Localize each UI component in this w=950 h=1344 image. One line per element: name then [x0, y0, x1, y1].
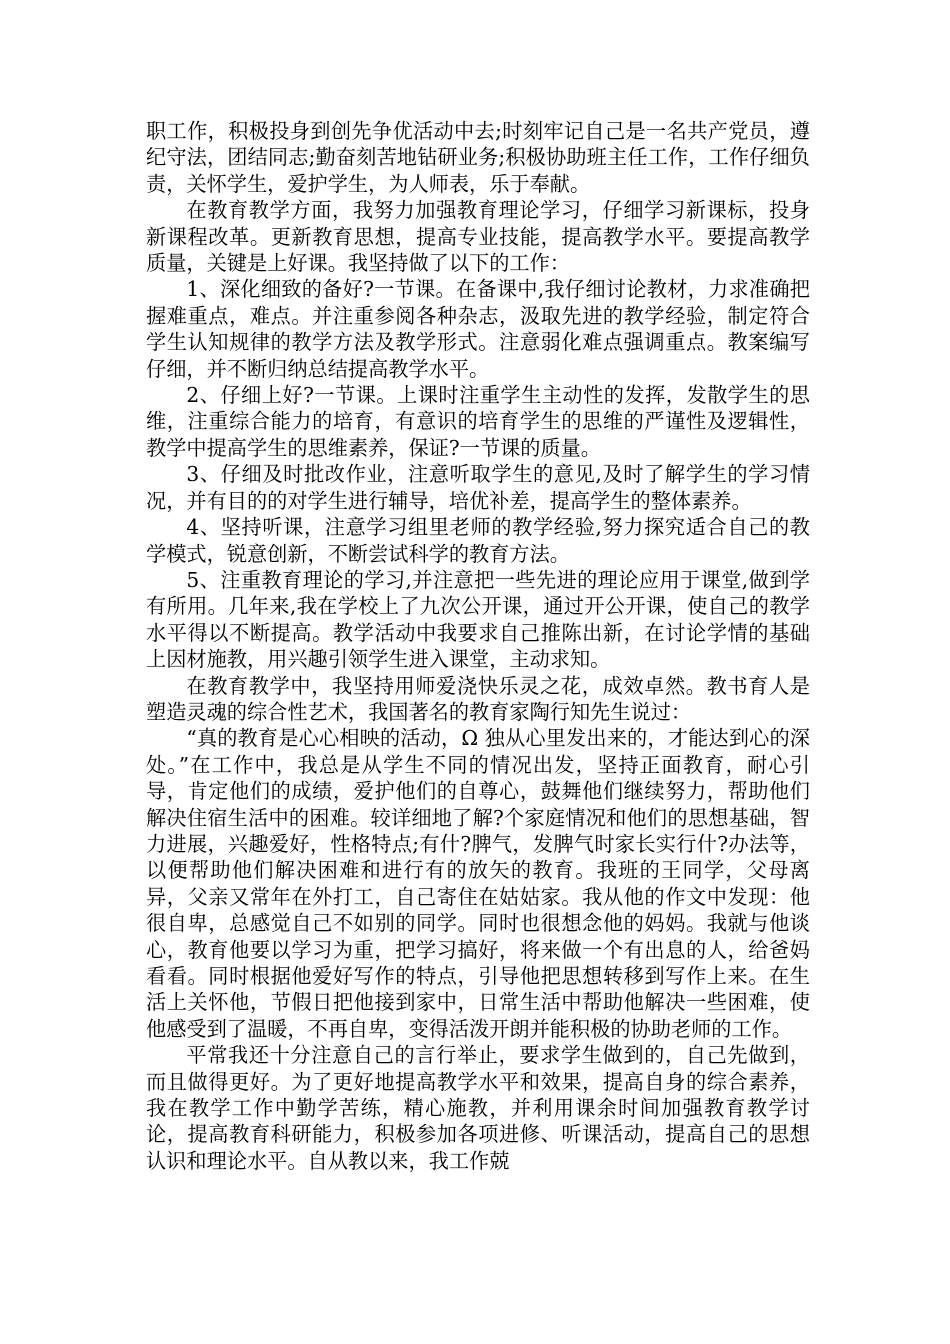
- paragraph-1: 职工作，积极投身到创先争优活动中去;时刻牢记自己是一名共产党员，遵纪守法，团结同志;勤奋刻苦地钻研业务;积极协助班主任工作，工作仔细负责，关怀学生，爱护学生，为人师表，乐于奉献。: [146, 119, 810, 196]
- paragraph-10: 平常我还十分注意自己的言行举止，要求学生做到的，自己先做到，而且做得更好。为了更好地提高教学水平和效果，提高自身的综合素养，我在教学工作中勤学苦练，精心施教，并利用课余时间加强教育教学讨论，提高教育科研能力，积极参加各项进修、听课活动，提高自己的思想认识和理论水平。自从教以来，我工作兢: [146, 1043, 810, 1173]
- paragraph-5: 3、仔细及时批改作业，注意听取学生的意见,及时了解学生的学习情况，并有目的的对学生进行辅导，培优补差，提高学生的整体素养。: [146, 462, 810, 513]
- paragraph-2: 在教育教学方面，我努力加强教育理论学习，仔细学习新课标，投身新课程改革。更新教育思想，提高专业技能，提高教学水平。要提高教学质量，关键是上好课。我坚持做了以下的工作：: [146, 198, 810, 276]
- paragraph-4: 2、仔细上好?一节课。上课时注重学生主动性的发挥，发散学生的思维，注重综合能力的培育，有意识的培育学生的思维的严谨性及逻辑性，教学中提高学生的思维素养，保证?一节课的质量。: [146, 383, 810, 460]
- paragraph-7: 5、注重教育理论的学习,并注意把一些先进的理论应用于课堂,做到学有所用。几年来,我在学校上了九次公开课，通过开公开课，使自己的教学水平得以不断提高。教学活动中我要求自己推陈出新，在讨论学情的基础上因材施教，用兴趣引领学生进入课堂，主动求知。: [146, 567, 810, 672]
- paragraph-9: “真的教育是心心相映的活动，Ω 独从心里发出来的，才能达到心的深处。”在工作中，我总是从学生不同的情况出发，坚持正面教育，耐心引导，肯定他们的成绩，爱护他们的自尊心，鼓舞他们继续努力，帮助他们解决住宿生活中的困难。较详细地了解?个家庭情况和他们的思想基础，智力进展，兴趣爱好，性格特点;有什?脾气，发脾气时家长实行什?办法等，以便帮助他们解决困难和进行有的放矢的教育。我班的王同学，父母离异，父亲又常年在外打工，自己寄住在姑姑家。我从他的作文中发现：他很自卑，总感觉自己不如别的同学。同时也很想念他的妈妈。我就与他谈心，教育他要以学习为重，把学习搞好，将来做一个有出息的人，给爸妈看看。同时根据他爱好写作的特点，引导他把思想转移到写作上来。在生活上关怀他，节假日把他接到家中，日常生活中帮助他解决一些困难，使他感受到了温暖，不再自卑，变得活泼开朗并能积极的协助老师的工作。: [146, 726, 810, 1041]
- paragraph-6: 4、坚持听课，注意学习组里老师的教学经验,努力探究适合自己的教学模式，锐意创新，不断尝试科学的教育方法。: [146, 515, 810, 566]
- paragraph-3: 1、深化细致的备好?一节课。在备课中,我仔细讨论教材，力求准确把握难重点，难点。并注重参阅各种杂志，汲取先进的教学经验，制定符合学生认知规律的教学方法及教学形式。注意弱化难点强调重点。教案编写仔细，并不断归纳总结提高教学水平。: [146, 277, 810, 381]
- document-body: [146, 118, 810, 1174]
- paragraph-8: 在教育教学中，我坚持用师爱浇快乐灵之花，成效卓然。教书育人是塑造灵魂的综合性艺术，我国著名的教育家陶行知先生说过：: [146, 673, 810, 724]
